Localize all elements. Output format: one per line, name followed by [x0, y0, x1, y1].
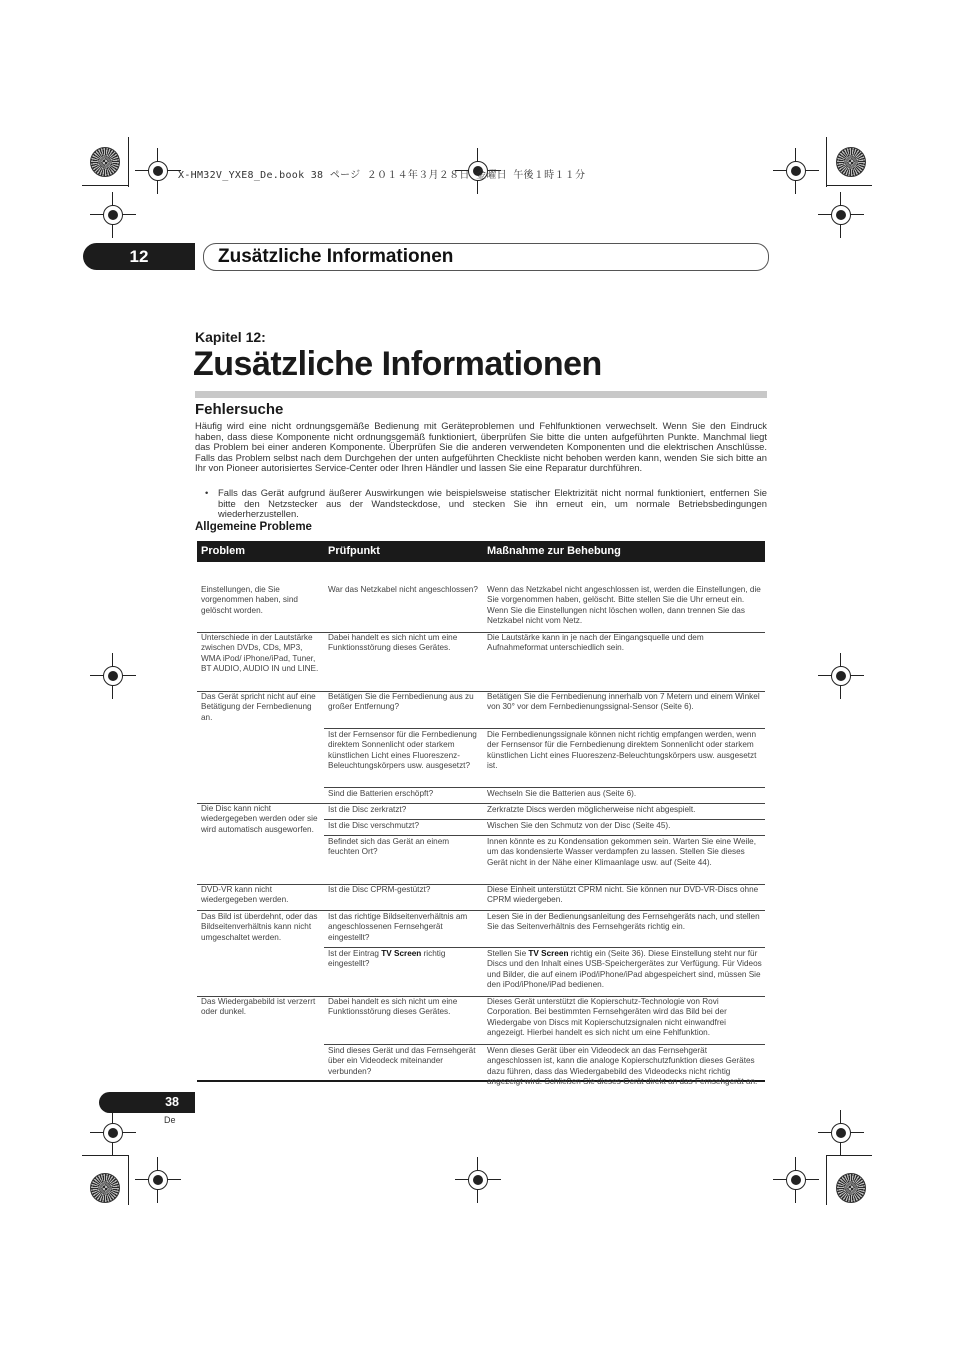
- row-divider: [324, 728, 765, 729]
- bullet-item: [205, 488, 767, 520]
- registration-mark-icon: [465, 1167, 491, 1193]
- color-registration-icon: [90, 1173, 120, 1203]
- crop-line: [826, 1155, 827, 1205]
- action-cell: Diese Einheit unterstützt CPRM nicht. Sie können nur DVD-VR-Discs ohne CPRM wiedergeben.: [487, 885, 759, 905]
- action-cell: Wischen Sie den Schmutz von der Disc (Seite 45).: [487, 821, 671, 830]
- action-cell: Lesen Sie in der Bedienungsanleitung des Fernsehgeräts nach, und stellen Sie das Seitenverhältnis des Fernsehgeräts richtig ein.: [487, 912, 760, 932]
- chapter-title: Zusätzliche Informationen: [218, 246, 454, 267]
- color-registration-icon: [90, 147, 120, 177]
- action-cell: Wenn dieses Gerät über ein Videodeck an das Fernsehgerät angeschlossen ist, kann die analoge Kopierschutzfunktion dieses Gerätes dazu führen, dass das Wiedergabebild des Videodecks nicht richtig angezeigt wird. Schließen Sie dieses Gerät direkt an das Fernsehgerät an.: [487, 1046, 758, 1087]
- chapter-number: 12: [129, 247, 149, 266]
- section-title: Fehlersuche: [195, 401, 284, 418]
- registration-mark-icon: [145, 1167, 171, 1193]
- action-cell: Innen könnte es zu Kondensation gekommen sein. Warten Sie eine Weile, um das kondensierte Wasser verdampfen zu lassen. Stellen Sie dieses Gerät nicht in der Nähe einer Klimaanlage usw. auf (Seite 44).: [487, 837, 756, 867]
- page-title: Zusätzliche Informationen: [193, 345, 602, 383]
- page-number: 38: [165, 1095, 179, 1109]
- row-divider: [324, 787, 765, 788]
- check-cell: Ist die Disc verschmutzt?: [328, 821, 419, 830]
- problem-cell: Das Wiedergabebild ist verzerrt oder dunkel.: [201, 997, 316, 1017]
- tv-screen-label: TV Screen: [528, 949, 569, 958]
- action-cell: Wechseln Sie die Batterien aus (Seite 6).: [487, 789, 637, 798]
- check-cell: Sind die Batterien erschöpft?: [328, 789, 434, 798]
- registration-mark-icon: [100, 663, 126, 689]
- check-cell: Betätigen Sie die Fernbedienung aus zu großer Entfernung?: [328, 692, 474, 712]
- action-cell: Dieses Gerät unterstützt die Kopierschutz-Technologie von Rovi Corporation. Bei bestimmten Fernsehgeräten wird das Bild bei der Wiedergabe von Discs mit Kopierschutzsignalen nicht einwandfrei angezeigt. Hierbei handelt es sich nicht um eine Fehlfunktion.: [487, 997, 727, 1038]
- check-cell: Ist der Fernsensor für die Fernbedienung direktem Sonnenlicht oder starkem künstlichen Licht eines Fluoreszenz-Beleuchtungskörpers usw. ausgesetzt?: [328, 730, 477, 771]
- crop-line: [82, 185, 128, 186]
- registration-mark-icon: [100, 202, 126, 228]
- check-cell: Sind dieses Gerät und das Fernsehgerät über ein Videodeck miteinander verbunden?: [328, 1046, 476, 1076]
- title-underline: [195, 391, 767, 398]
- crop-line: [82, 1155, 128, 1156]
- crop-line: [826, 185, 872, 186]
- crop-line: [128, 137, 129, 187]
- print-header: X-HM32V_YXE8_De.book 38 ページ ２０１４年３月２８日 金曜日 午後１時１１分: [178, 170, 586, 181]
- row-divider: [324, 1044, 765, 1045]
- color-registration-icon: [836, 147, 866, 177]
- bullet-mark: •: [205, 487, 209, 498]
- problem-cell: Einstellungen, die Sie vorgenommen haben, sind gelöscht worden.: [201, 585, 298, 615]
- header-action: Maßnahme zur Behebung: [487, 545, 621, 557]
- bullet-text: Falls das Gerät aufgrund äußerer Auswirkungen wie beispielsweise statischer Elektrizität nicht normal funktioniert, entfernen Sie bitte den Netzstecker aus der Wandsteckdose, und stecken Sie ihn erneut ein, um normale Betriebsbedingungen wiederherzustellen.: [218, 487, 767, 520]
- crop-line: [826, 137, 827, 187]
- check-cell: Ist die Disc CPRM-gestützt?: [328, 885, 431, 894]
- troubleshooting-table: [197, 541, 765, 1087]
- header-check: Prüfpunkt: [328, 545, 380, 557]
- header-problem: Problem: [201, 545, 246, 557]
- problem-cell: Das Bild ist überdehnt, oder das Bildseitenverhältnis kann nicht umgeschaltet werden.: [201, 912, 318, 942]
- page-language: De: [164, 1115, 176, 1125]
- subsection-title: Allgemeine Probleme: [195, 521, 312, 533]
- check-cell: War das Netzkabel nicht angeschlossen?: [328, 585, 478, 594]
- registration-mark-icon: [828, 663, 854, 689]
- problem-cell: DVD-VR kann nicht wiedergegeben werden.: [201, 885, 289, 905]
- row-divider: [324, 835, 765, 836]
- check-cell: Dabei handelt es sich nicht um eine Funktionsstörung dieses Gerätes.: [328, 997, 458, 1017]
- action-cell-tv-screen: Stellen Sie TV Screen richtig ein (Seite 36). Diese Einstellung steht nur für Discs und den Inhalt eines USB-Speichergerätes zur Verfügung. Für Videos und Bilder, die auf einem iPod/iPhone/iPad abgespeichert sind, müssen Sie den iPod/iPhone/iPad bedienen.: [487, 949, 762, 990]
- problem-cell: Unterschiede in der Lautstärke zwischen DVDs, CDs, MP3, WMA iPod/ iPhone/iPad, Tuner, BT AUDIO, AUDIO IN und LINE.: [201, 633, 319, 674]
- problem-cell: Das Gerät spricht nicht auf eine Betätigung der Fernbedienung an.: [201, 692, 316, 722]
- action-cell: Die Lautstärke kann in je nach der Eingangsquelle und dem Aufnahmeformat unterschiedlich sein.: [487, 633, 704, 653]
- registration-mark-icon: [783, 1167, 809, 1193]
- table-body: [197, 562, 765, 1087]
- tv-screen-label: TV Screen: [381, 949, 422, 958]
- registration-mark-icon: [783, 158, 809, 184]
- table-header: [197, 541, 765, 562]
- check-cell: Dabei handelt es sich nicht um eine Funktionsstörung dieses Gerätes.: [328, 633, 458, 653]
- registration-mark-icon: [145, 158, 171, 184]
- action-cell: Wenn das Netzkabel nicht angeschlossen ist, werden die Einstellungen, die Sie vorgenommen haben, gelöscht. Bitte stellen Sie die Uhr erneut ein. Wenn Sie die Einstellungen nicht löschen wollen, dann trennen Sie das Netzkabel nicht vom Netz.: [487, 585, 761, 626]
- registration-mark-icon: [828, 202, 854, 228]
- row-divider: [324, 947, 765, 948]
- action-cell: Zerkratzte Discs werden möglicherweise nicht abgespielt.: [487, 805, 696, 814]
- color-registration-icon: [836, 1173, 866, 1203]
- check-cell-tv-screen: Ist der Eintrag TV Screen richtig eingestellt?: [328, 949, 446, 969]
- problem-cell: Die Disc kann nicht wiedergegeben werden oder sie wird automatisch ausgeworfen.: [201, 804, 318, 834]
- check-cell: Ist das richtige Bildseitenverhältnis am angeschlossenen Fernsehgerät eingestellt?: [328, 912, 468, 942]
- intro-paragraph: Häufig wird eine nicht ordnungsgemäße Bedienung mit Geräteproblemen und Fehlfunktionen verwechselt. Wenn Sie den Eindruck haben, dass diese Komponente nicht ordnungsgemäß funktioniert, überprüfen Sie bitte die unten aufgeführten Punkte. Manchmal liegt das Problem bei einer anderen Komponente. Überprüfen Sie die anderen verwendeten Komponenten und die elektrischen Anschlüsse. Falls das Problem selbst nach dem Durchgehen der unten aufgeführten Checkliste nicht behoben werden kann, wenden Sie sich bitte an Ihr von Pioneer autorisiertes Service-Center oder Ihren Händler und lassen Sie eine Reparatur durchführen.: [195, 420, 767, 474]
- kapitel-label: Kapitel 12:: [195, 329, 266, 345]
- action-cell: Betätigen Sie die Fernbedienung innerhalb von 7 Metern und einem Winkel von 30° vor dem Fernbedienungssignal-Sensor (Seite 6).: [487, 692, 760, 712]
- registration-mark-icon: [100, 1120, 126, 1146]
- check-cell: Befindet sich das Gerät an einem feuchten Ort?: [328, 837, 450, 857]
- chapter-badge: [83, 243, 195, 270]
- page-number-badge: [99, 1092, 195, 1113]
- action-cell: Die Fernbedienungssignale können nicht richtig empfangen werden, wenn der Fernsensor für die Fernbedienung direktem Sonnenlicht oder starkem künstlichen Licht eines Fluoreszenz-Beleuchtungskörpers usw. ausgesetzt ist.: [487, 730, 757, 771]
- row-divider: [197, 910, 765, 911]
- crop-line: [826, 1155, 872, 1156]
- row-divider: [324, 819, 765, 820]
- crop-line: [128, 1155, 129, 1205]
- check-cell: Ist die Disc zerkratzt?: [328, 805, 407, 814]
- registration-mark-icon: [828, 1120, 854, 1146]
